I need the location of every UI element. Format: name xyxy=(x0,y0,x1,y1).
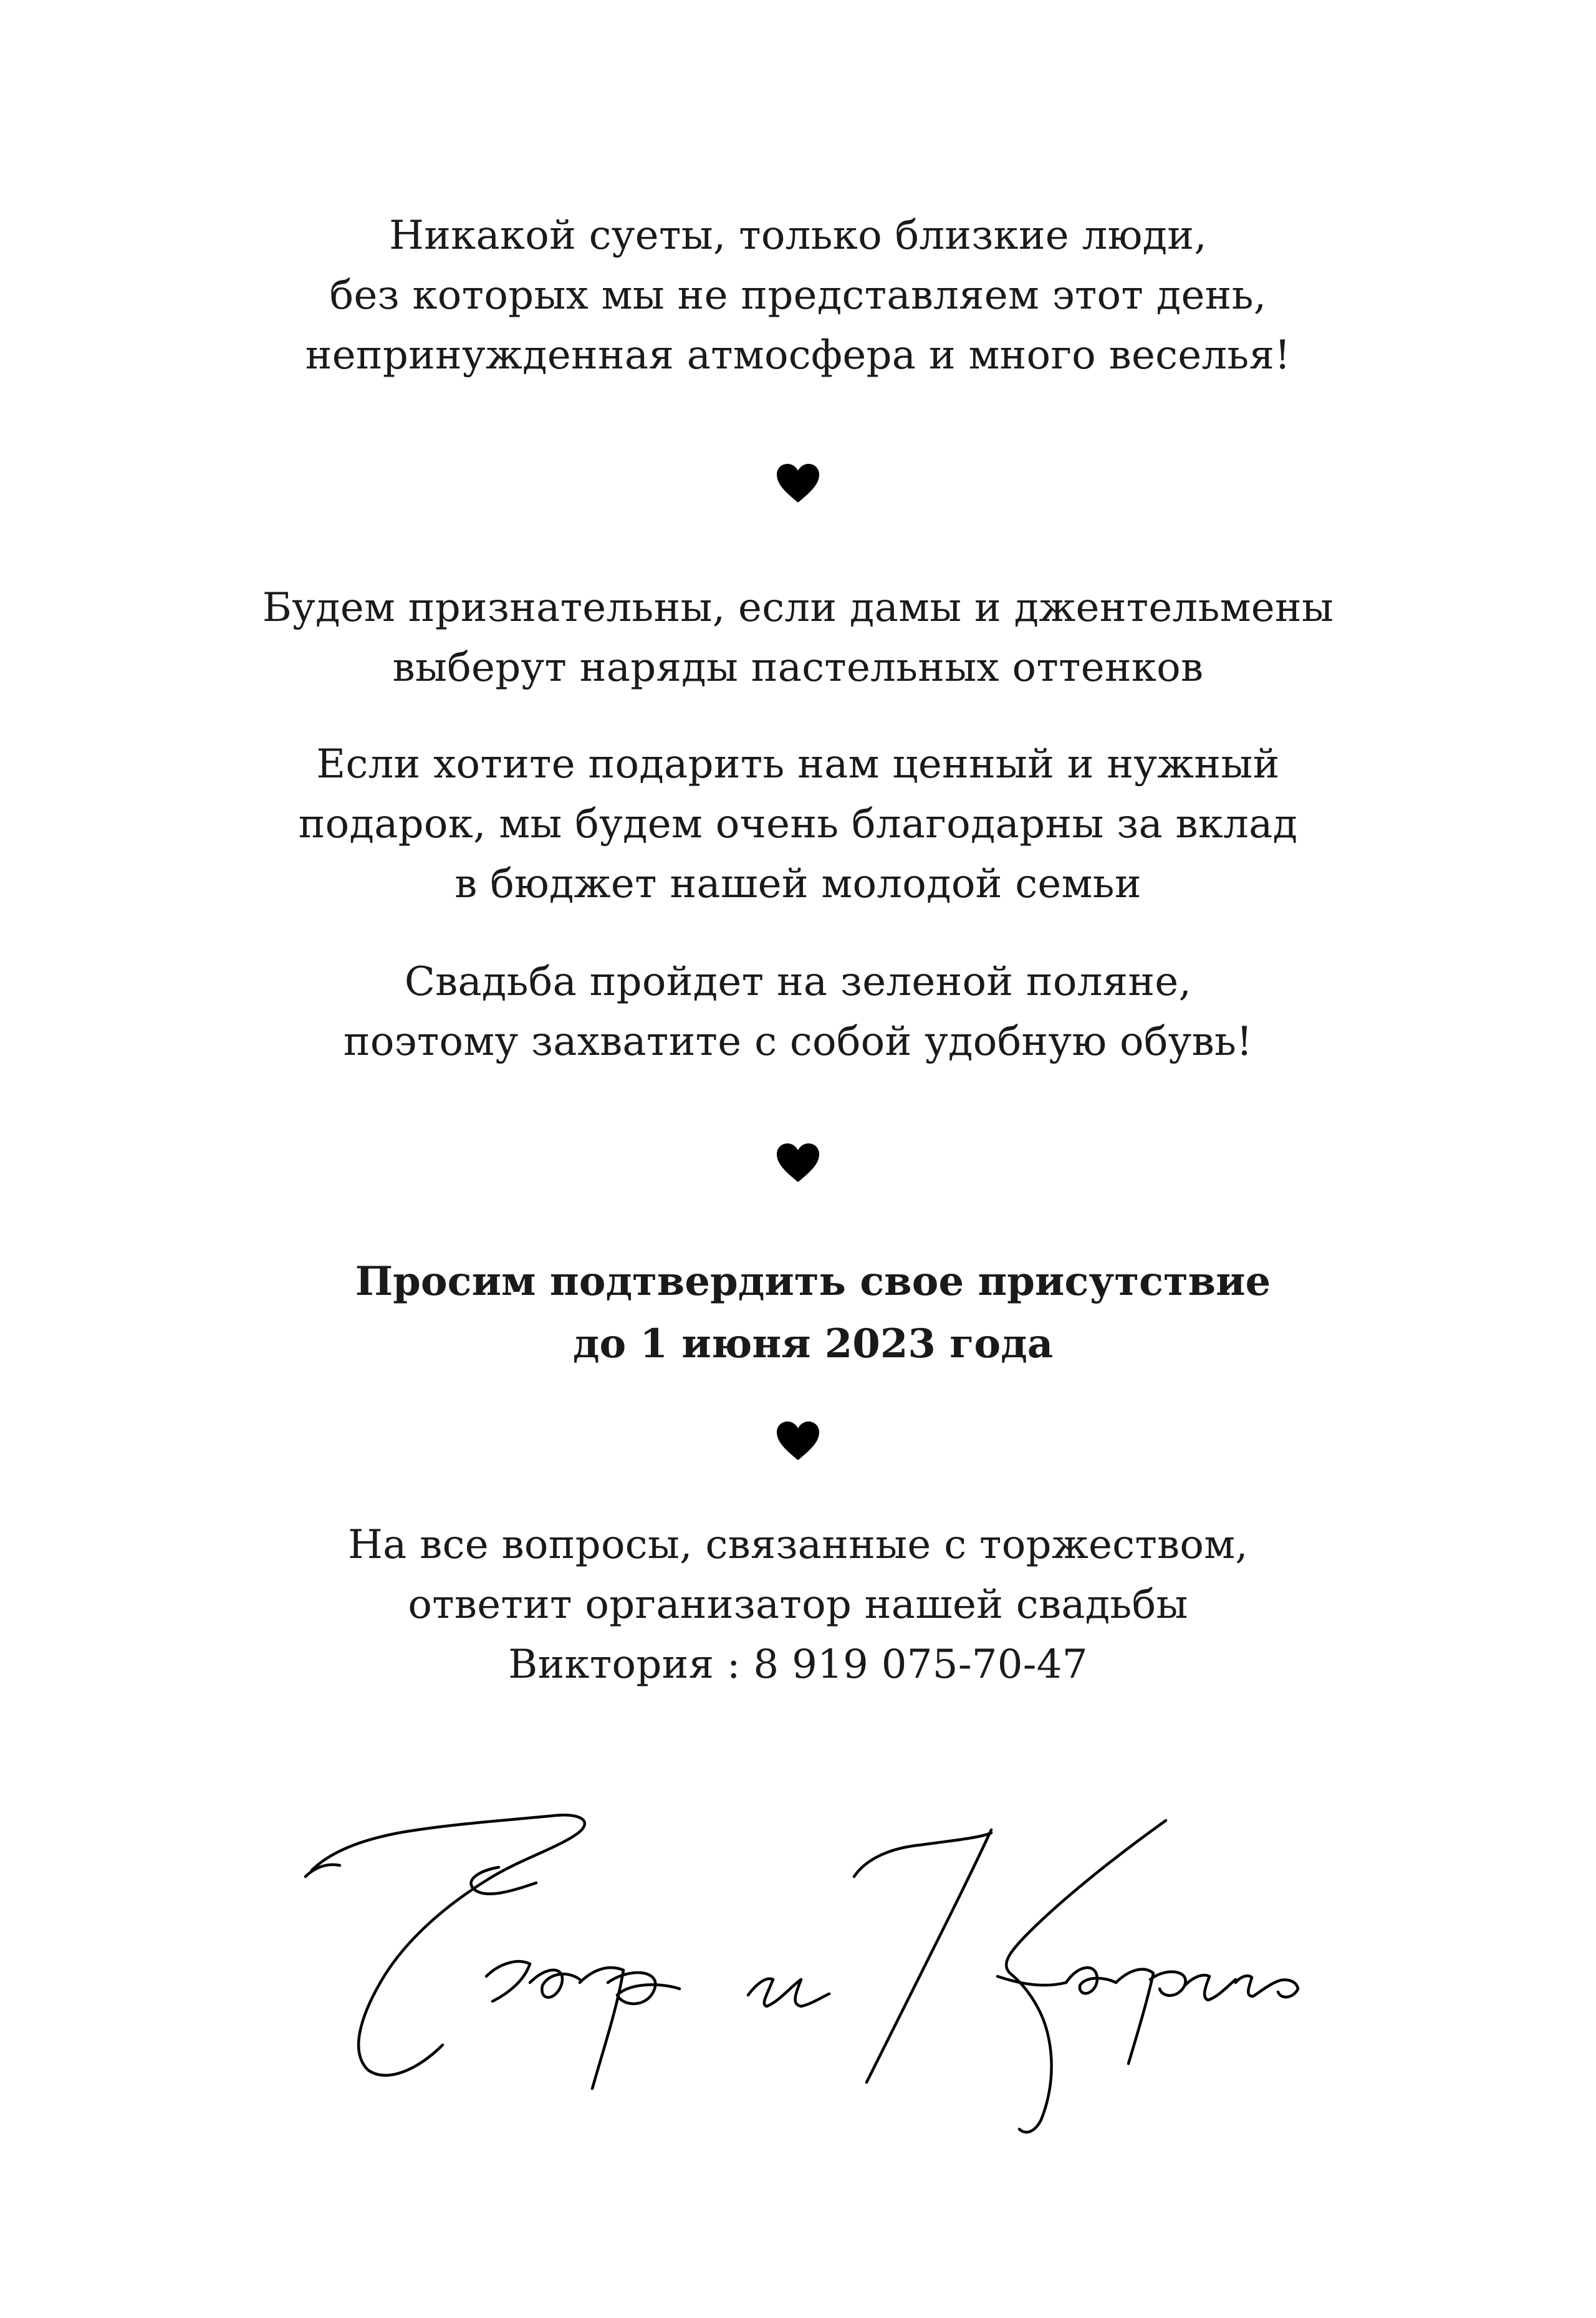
venue-text xyxy=(0,952,1596,1072)
venue-line: Свадьба пройдет на зеленой поляне, xyxy=(404,959,1192,1005)
contact-phone: Виктория : 8 919 075-70-47 xyxy=(508,1642,1088,1688)
intro-line: Никакой суеты, только близкие люди, xyxy=(389,213,1207,259)
dress-code-line: Будем признательны, если дамы и джентельмены xyxy=(262,585,1334,631)
gifts-line: Если хотите подарить нам ценный и нужный xyxy=(316,741,1280,787)
rsvp-line: Просим подтвердить свое присутствие xyxy=(355,1258,1271,1305)
heart-icon xyxy=(776,463,820,504)
intro-line: без которых мы не представляем этот день, xyxy=(329,272,1267,319)
dress-code-text xyxy=(0,578,1596,698)
contact-text xyxy=(0,1515,1596,1695)
intro-line: непринужденная атмосфера и много веселья! xyxy=(305,332,1291,378)
rsvp-line: до 1 июня 2023 года xyxy=(572,1320,1054,1367)
gifts-line: подарок, мы будем очень благодарны за вклад xyxy=(298,801,1298,847)
heart-icon xyxy=(776,1420,820,1461)
rsvp-text xyxy=(15,1251,1596,1375)
contact-line: На все вопросы, связанные с торжеством, xyxy=(348,1522,1248,1568)
heart-icon xyxy=(776,1142,820,1183)
gifts-text xyxy=(0,734,1596,914)
intro-text xyxy=(0,206,1596,385)
signature xyxy=(293,1796,1303,2138)
dress-code-line: выберут наряды пастельных оттенков xyxy=(392,645,1204,691)
gifts-line: в бюджет нашей молодой семьи xyxy=(454,861,1142,907)
venue-line: поэтому захватите с собой удобную обувь! xyxy=(343,1019,1253,1065)
contact-line: ответит организатор нашей свадьбы xyxy=(408,1582,1188,1628)
